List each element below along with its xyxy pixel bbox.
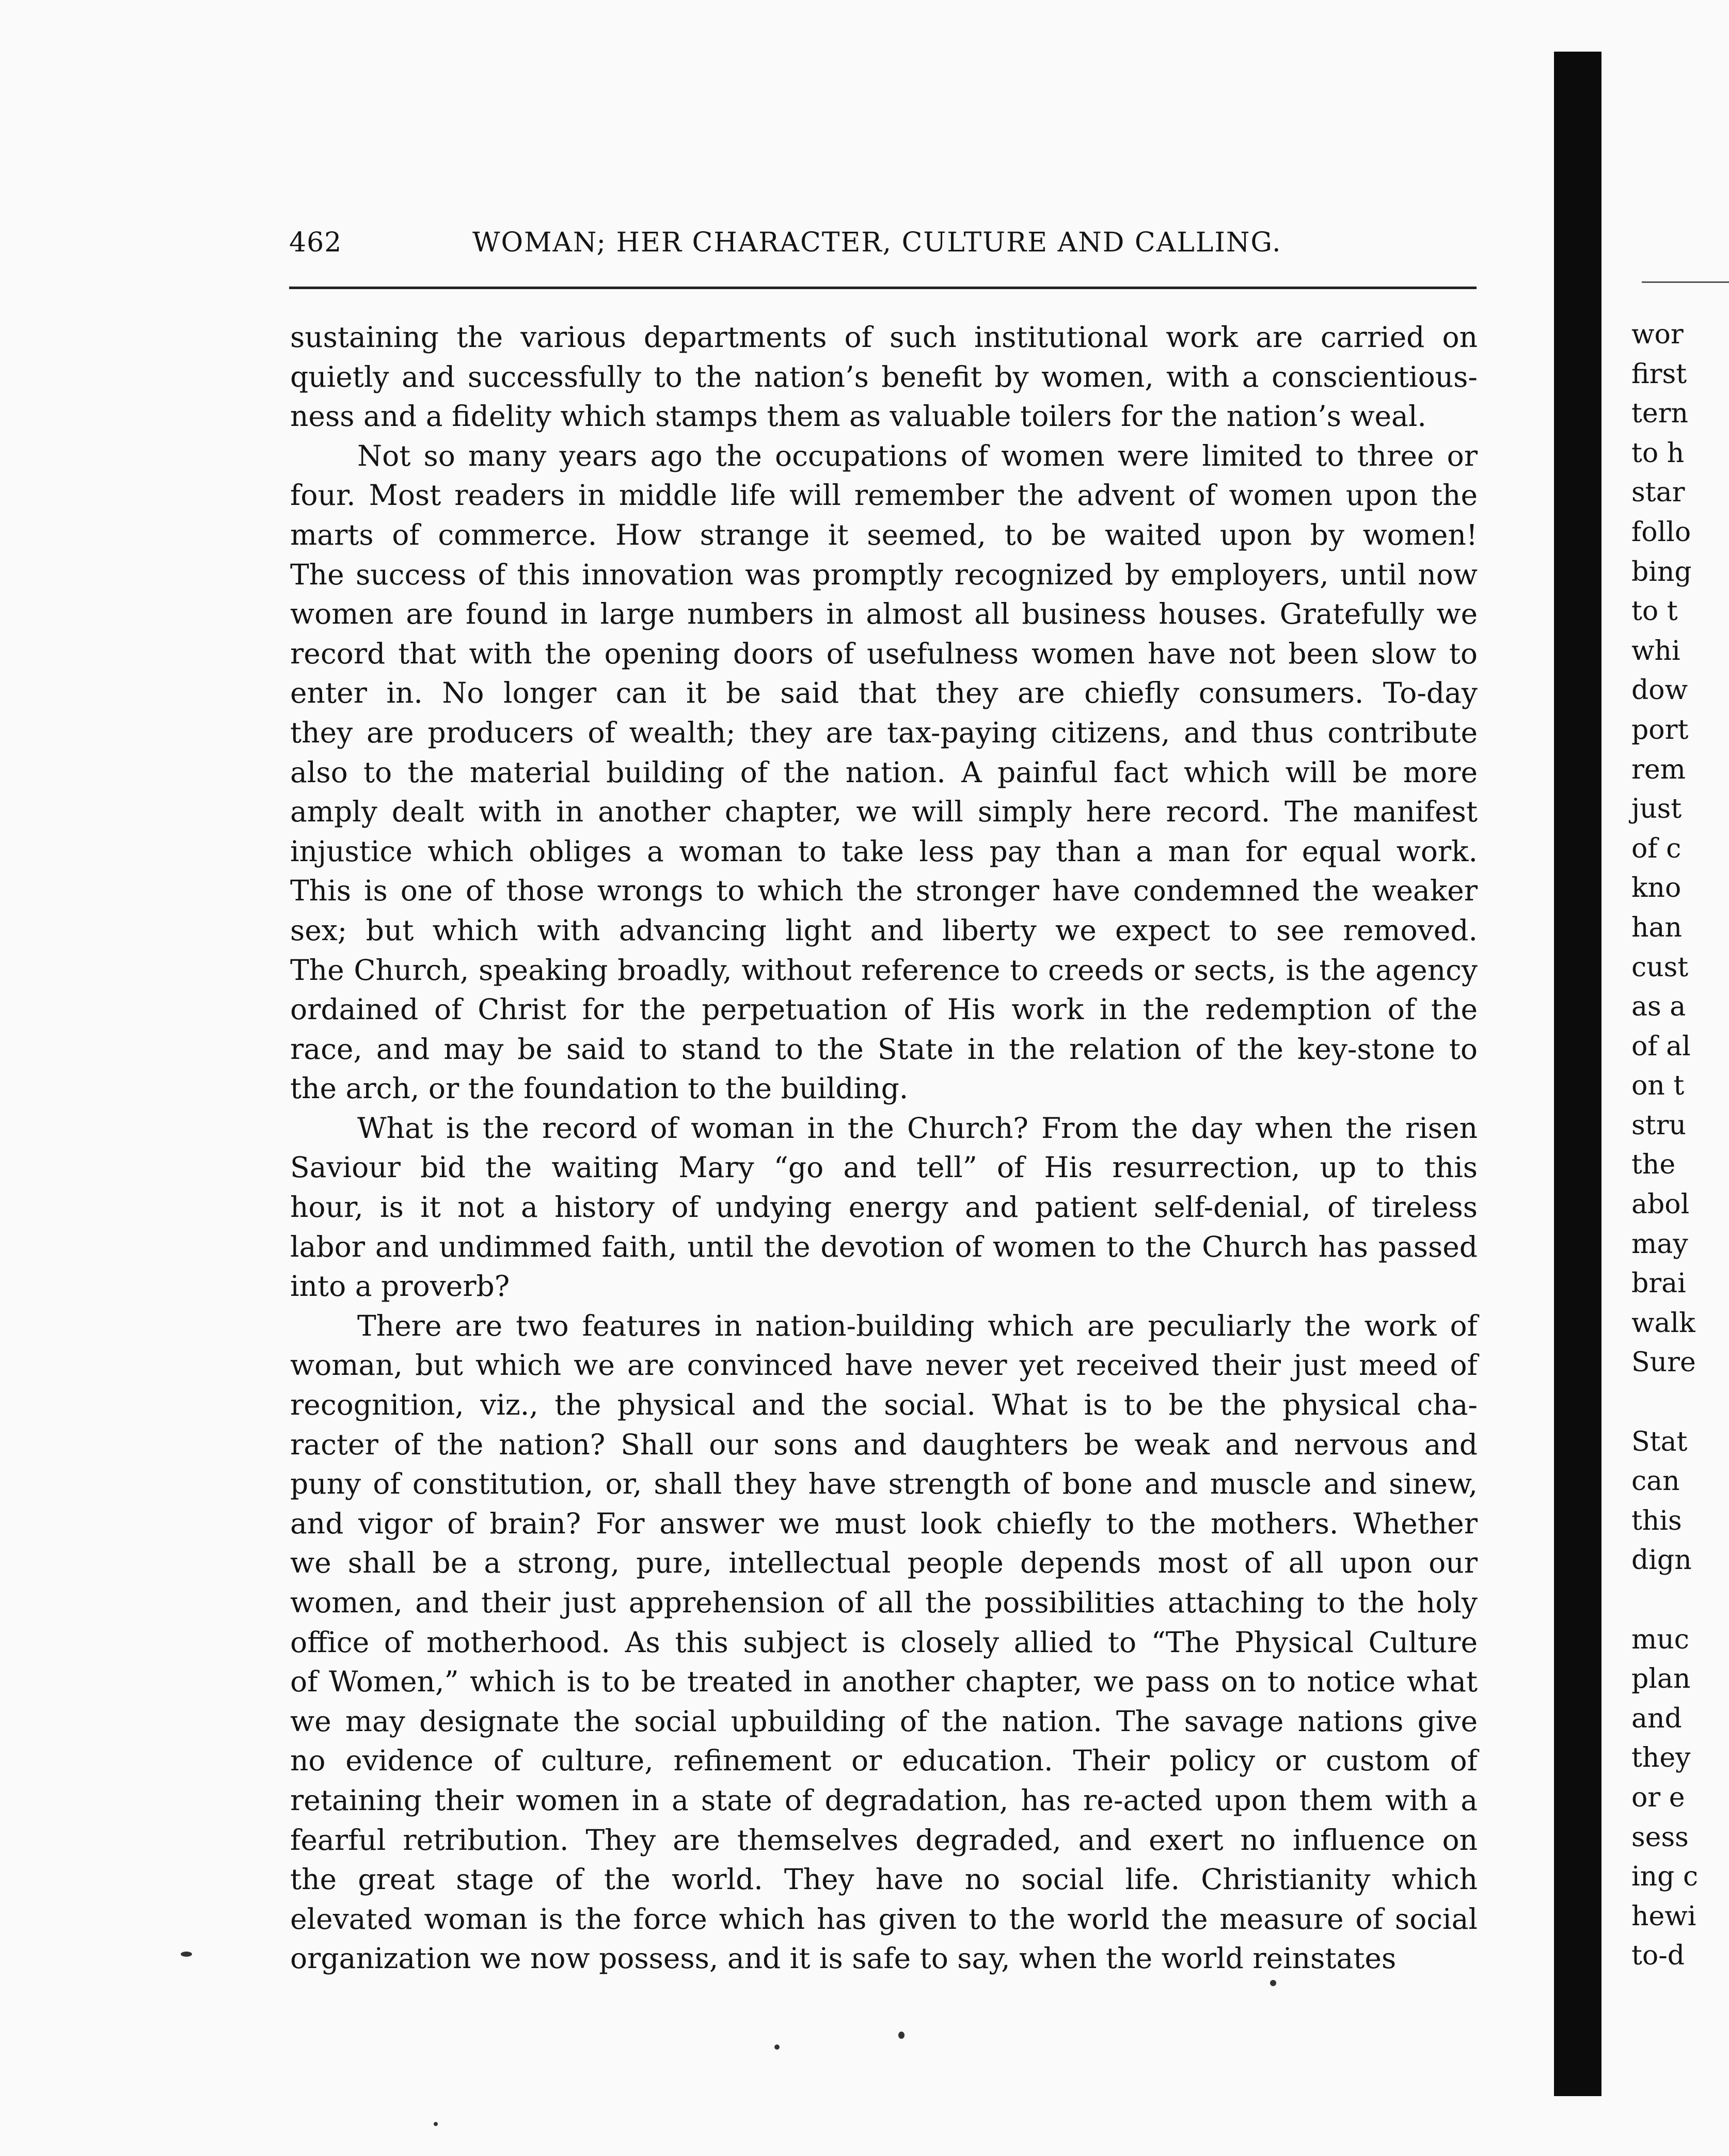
facing-line-fragment: the <box>1631 1149 1676 1181</box>
text-line: The Church, speaking broadly, without reference to creeds or sects, is the agency <box>290 953 1478 987</box>
facing-line-fragment: on t <box>1631 1070 1685 1102</box>
text-line: Saviour bid the waiting Mary “go and tell” of His resurrection, up to this <box>290 1151 1478 1184</box>
text-line: the great stage of the world. They have no social life. Christianity which <box>290 1863 1478 1896</box>
facing-line-fragment: muc <box>1631 1624 1689 1655</box>
text-line: fearful retribution. They are themselves degraded, and exert no influence on <box>290 1823 1478 1857</box>
scan-speck <box>1270 1980 1276 1986</box>
text-line: the arch, or the foundation to the building. <box>290 1072 909 1105</box>
text-line: labor and undimmed faith, until the devotion of women to the Church has passed <box>290 1230 1478 1263</box>
facing-line-fragment: as a <box>1631 991 1686 1023</box>
text-line: sustaining the various departments of such institutional work are carried on <box>290 321 1478 354</box>
facing-line-fragment: hewi <box>1631 1900 1696 1932</box>
facing-line-fragment: tern <box>1631 398 1689 430</box>
text-line: marts of commerce. How strange it seemed, to be waited upon by women! <box>290 518 1478 551</box>
facing-line-fragment: walk <box>1631 1307 1695 1339</box>
text-line: woman, but which we are convinced have never yet received their just meed of <box>290 1349 1478 1382</box>
facing-line-fragment: stru <box>1631 1109 1686 1141</box>
facing-line-fragment: brai <box>1631 1268 1686 1299</box>
facing-line-fragment: to-d <box>1631 1940 1685 1972</box>
text-line: enter in. No longer can it be said that they are chiefly consumers. To-day <box>290 676 1478 710</box>
page-header <box>289 227 1477 268</box>
text-line: amply dealt with in another chapter, we will simply here record. The manifest <box>290 795 1478 829</box>
text-line: race, and may be said to stand to the State in the relation of the key-stone to <box>290 1032 1478 1066</box>
facing-page-text <box>1631 315 1729 1976</box>
facing-line-fragment: or e <box>1631 1782 1685 1813</box>
text-line: There are two features in nation-building which are peculiarly the work of <box>357 1309 1478 1342</box>
text-line: injustice which obliges a woman to take less pay than a man for equal work. <box>290 834 1478 868</box>
facing-line-fragment: they <box>1631 1742 1691 1774</box>
scan-speck <box>898 2032 905 2039</box>
facing-line-fragment: kno <box>1631 873 1682 904</box>
text-line: into a proverb? <box>290 1270 510 1303</box>
text-line: ness and a fidelity which stamps them as valuable toilers for the nation’s weal. <box>290 400 1426 433</box>
facing-line-fragment: to h <box>1631 437 1685 469</box>
text-line: elevated woman is the force which has given to the world the measure of social <box>290 1902 1478 1936</box>
facing-line-fragment: this <box>1631 1505 1682 1536</box>
facing-line-fragment: and <box>1631 1703 1682 1734</box>
facing-line-fragment: can <box>1631 1466 1680 1497</box>
facing-line-fragment: just <box>1631 794 1682 825</box>
facing-line-fragment: whi <box>1631 635 1680 667</box>
text-line: no evidence of culture, refinement or education. Their policy or custom of <box>290 1744 1478 1778</box>
text-line: What is the record of woman in the Church? From the day when the risen <box>357 1111 1478 1145</box>
header-rule <box>289 287 1477 289</box>
facing-line-fragment: plan <box>1631 1663 1691 1695</box>
facing-line-fragment: port <box>1631 714 1689 746</box>
text-line: record that with the opening doors of usefulness women have not been slow to <box>290 637 1478 670</box>
page-number: 462 <box>289 227 342 258</box>
facing-line-fragment: rem <box>1631 754 1686 785</box>
facing-line-fragment: first <box>1631 358 1687 390</box>
facing-line-fragment: ing c <box>1631 1861 1699 1893</box>
facing-line-fragment: may <box>1631 1228 1688 1260</box>
text-line: organization we now possess, and it is safe to say, when the world reinstates <box>290 1942 1397 1975</box>
text-line: This is one of those wrongs to which the stronger have condemned the weaker <box>290 874 1478 908</box>
text-line: and vigor of brain? For answer we must look chiefly to the mothers. Whether <box>290 1507 1478 1540</box>
facing-page-rule <box>1642 281 1729 283</box>
text-line: Not so many years ago the occupations of women were limited to three or <box>357 439 1478 472</box>
facing-line-fragment: follo <box>1631 516 1691 548</box>
facing-line-fragment: star <box>1631 477 1685 509</box>
binding-gutter-shadow <box>1554 52 1601 2096</box>
text-line: they are producers of wealth; they are tax-paying citizens, and thus contribute <box>290 716 1478 749</box>
text-line: retaining their women in a state of degradation, has re-acted upon them with a <box>290 1783 1478 1817</box>
facing-line-fragment: dow <box>1631 675 1688 706</box>
text-line: of Women,” which is to be treated in another chapter, we pass on to notice what <box>290 1665 1478 1699</box>
text-line: four. Most readers in middle life will remember the advent of women upon the <box>290 479 1478 512</box>
facing-line-fragment: to t <box>1631 596 1678 627</box>
facing-line-fragment: cust <box>1631 952 1689 983</box>
text-line: women, and their just apprehension of all the possibilities attaching to the holy <box>290 1586 1478 1619</box>
facing-line-fragment: dign <box>1631 1545 1692 1576</box>
text-line: women are found in large numbers in almost all business houses. Gratefully we <box>290 597 1478 631</box>
text-line: also to the material building of the nation. A painful fact which will be more <box>290 755 1478 789</box>
facing-line-fragment: Stat <box>1631 1426 1688 1457</box>
text-line: quietly and successfully to the nation’s benefit by women, with a conscientious- <box>290 360 1478 393</box>
text-line: puny of constitution, or, shall they have strength of bone and muscle and sinew, <box>290 1467 1478 1501</box>
facing-line-fragment <box>1631 1383 1729 1422</box>
facing-line-fragment: wor <box>1631 319 1684 350</box>
text-line: The success of this innovation was promptly recognized by employers, until now <box>290 558 1478 591</box>
facing-line-fragment: bing <box>1631 556 1692 588</box>
text-line: racter of the nation? Shall our sons and daughters be weak and nervous and <box>290 1428 1478 1461</box>
body-text <box>290 318 1478 1978</box>
text-line: ordained of Christ for the perpetuation of His work in the redemption of the <box>290 993 1478 1026</box>
facing-line-fragment: han <box>1631 912 1682 943</box>
text-line: hour, is it not a history of undying energy and patient self-denial, of tireless <box>290 1191 1478 1224</box>
facing-line-fragment: sess <box>1631 1821 1689 1853</box>
scan-speck <box>181 1952 192 1957</box>
text-line: office of motherhood. As this subject is closely allied to “The Physical Culture <box>290 1625 1478 1659</box>
scan-speck <box>774 2044 780 2050</box>
scan-speck <box>434 2122 438 2126</box>
facing-line-fragment: of al <box>1631 1031 1691 1062</box>
facing-line-fragment <box>1631 1580 1729 1620</box>
facing-page-edge <box>1554 52 1729 2096</box>
facing-line-fragment: of c <box>1631 833 1682 864</box>
text-line: we shall be a strong, pure, intellectual people depends most of all upon our <box>290 1546 1478 1580</box>
facing-line-fragment: abol <box>1631 1189 1690 1220</box>
text-line: recognition, viz., the physical and the social. What is to be the physical cha- <box>290 1388 1478 1422</box>
running-head: WOMAN; HER CHARACTER, CULTURE AND CALLING. <box>472 227 1282 258</box>
text-line: sex; but which with advancing light and liberty we expect to see removed. <box>290 913 1478 947</box>
facing-line-fragment: Sure <box>1631 1347 1696 1378</box>
text-line: we may designate the social upbuilding of the nation. The savage nations give <box>290 1704 1478 1738</box>
